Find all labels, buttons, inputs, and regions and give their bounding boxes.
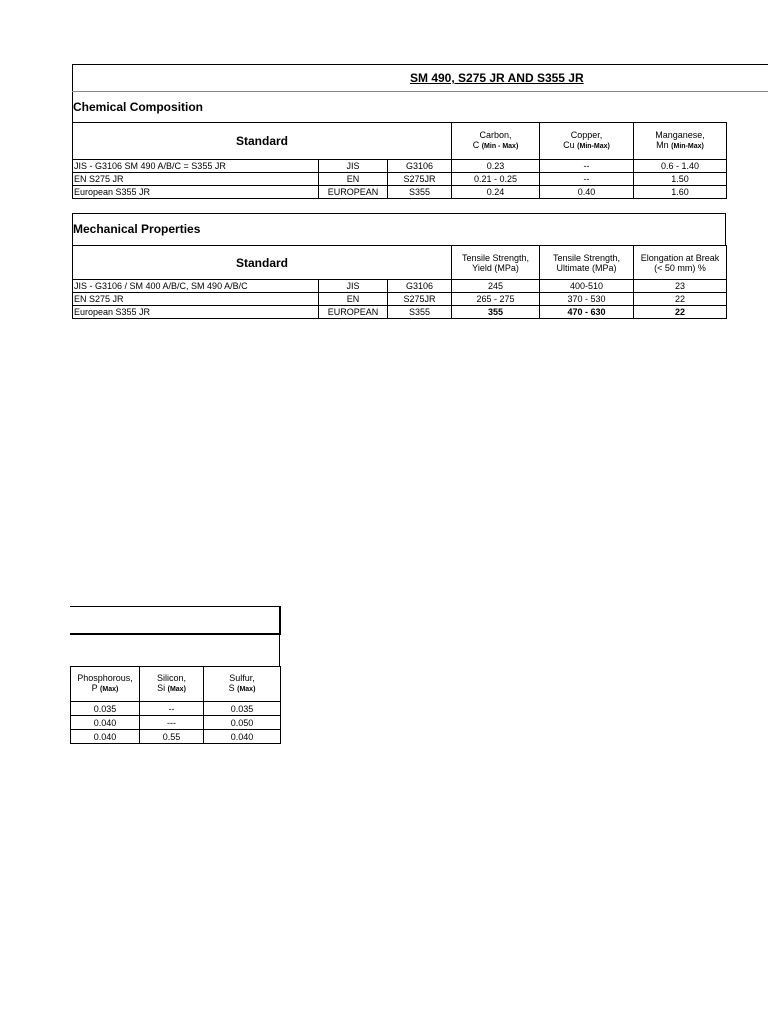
chemical-composition-heading: [72, 92, 768, 122]
code-cell: S275JR: [388, 173, 452, 186]
carbon-cell: 0.23: [452, 160, 540, 173]
table-row: [73, 306, 727, 319]
sulfur-cell: 0.040: [204, 730, 281, 744]
mechanical-properties-heading: [72, 213, 726, 245]
manganese-cell: 1.60: [634, 186, 727, 199]
standard-header: Standard: [73, 123, 452, 160]
table-row: [73, 280, 727, 293]
manganese-header: Manganese, Mn (Min-Max): [634, 123, 727, 160]
ultimate-strength-header: Tensile Strength, Ultimate (MPa): [540, 246, 634, 280]
phosphorous-header: Phosphorous, P (Max): [71, 667, 140, 702]
ultimate-cell: 370 - 530: [540, 293, 634, 306]
copper-header: Copper, Cu (Min-Max): [540, 123, 634, 160]
table-row: [73, 160, 727, 173]
copper-cell: 0.40: [540, 186, 634, 199]
silicon-cell: --: [140, 702, 204, 716]
standard-cell: EN S275 JR: [73, 293, 319, 306]
ultimate-cell: 470 - 630: [540, 306, 634, 319]
table-row: [71, 730, 281, 744]
copper-cell: --: [540, 173, 634, 186]
elongation-cell: 22: [634, 293, 727, 306]
silicon-cell: 0.55: [140, 730, 204, 744]
standard-cell: JIS - G3106 / SM 400 A/B/C, SM 490 A/B/C: [73, 280, 319, 293]
standard-cell: JIS - G3106 SM 490 A/B/C = S355 JR: [73, 160, 319, 173]
code-cell: S275JR: [388, 293, 452, 306]
section-title: Chemical Composition: [73, 100, 204, 114]
elongation-header: Elongation at Break (< 50 mm) %: [634, 246, 727, 280]
continuation-title-box: [70, 606, 281, 635]
manganese-cell: 1.50: [634, 173, 727, 186]
phosphorous-cell: 0.040: [71, 716, 140, 730]
code-cell: S355: [388, 186, 452, 199]
phosphorous-cell: 0.035: [71, 702, 140, 716]
manganese-cell: 0.6 - 1.40: [634, 160, 727, 173]
table-row: [71, 716, 281, 730]
sulfur-cell: 0.035: [204, 702, 281, 716]
table-header-row: [73, 246, 727, 280]
table-header-row: [73, 123, 727, 160]
elongation-cell: 22: [634, 306, 727, 319]
table-header-row: [71, 667, 281, 702]
body-cell: JIS: [319, 280, 388, 293]
body-cell: EN: [319, 293, 388, 306]
code-cell: S355: [388, 306, 452, 319]
standard-cell: European S355 JR: [73, 306, 319, 319]
carbon-cell: 0.24: [452, 186, 540, 199]
carbon-cell: 0.21 - 0.25: [452, 173, 540, 186]
sulfur-cell: 0.050: [204, 716, 281, 730]
document-title: SM 490, S275 JR AND S355 JR: [410, 71, 584, 85]
mechanical-properties-table: [72, 245, 727, 319]
table-row: [73, 293, 727, 306]
chemical-composition-continued-table: [70, 666, 281, 744]
table-row: [71, 702, 281, 716]
silicon-header: Silicon, Si (Max): [140, 667, 204, 702]
standard-cell: EN S275 JR: [73, 173, 319, 186]
code-cell: G3106: [388, 280, 452, 293]
section-title: Mechanical Properties: [73, 222, 201, 236]
elongation-cell: 23: [634, 280, 727, 293]
body-cell: EUROPEAN: [319, 306, 388, 319]
table-row: [73, 186, 727, 199]
code-cell: G3106: [388, 160, 452, 173]
standard-cell: European S355 JR: [73, 186, 319, 199]
yield-cell: 245: [452, 280, 540, 293]
carbon-header: Carbon, C (Min - Max): [452, 123, 540, 160]
silicon-cell: ---: [140, 716, 204, 730]
sulfur-header: Sulfur, S (Max): [204, 667, 281, 702]
body-cell: EUROPEAN: [319, 186, 388, 199]
body-cell: JIS: [319, 160, 388, 173]
continuation-section-box: [70, 635, 280, 666]
chemical-composition-table: [72, 122, 727, 199]
yield-cell: 355: [452, 306, 540, 319]
yield-strength-header: Tensile Strength, Yield (MPa): [452, 246, 540, 280]
copper-cell: --: [540, 160, 634, 173]
phosphorous-cell: 0.040: [71, 730, 140, 744]
ultimate-cell: 400-510: [540, 280, 634, 293]
standard-header: Standard: [73, 246, 452, 280]
body-cell: EN: [319, 173, 388, 186]
title-bar: [72, 64, 768, 92]
table-row: [73, 173, 727, 186]
yield-cell: 265 - 275: [452, 293, 540, 306]
